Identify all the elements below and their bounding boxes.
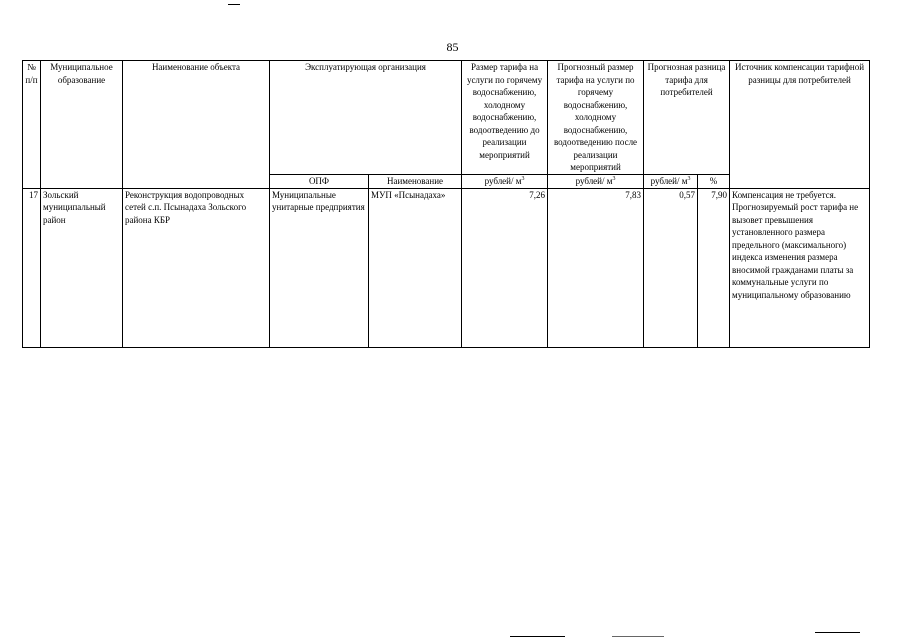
header-municipality: Муниципальное образование xyxy=(41,61,123,189)
header-object-name: Наименование объекта xyxy=(123,61,270,189)
cell-object-name: Реконструкция водопроводных сетей с.п. Псынадаха Зольского района КБР xyxy=(123,188,270,347)
header-tariff-diff: Прогнозная разница тарифа для потребителей xyxy=(644,61,730,175)
cell-diff-pct: 7,90 xyxy=(698,188,730,347)
subheader-unit-before: рублей/ $м^3$ xyxy=(462,174,548,188)
subheader-unit-after: рублей/ $м^3$ xyxy=(548,174,644,188)
cell-tariff-before: 7,26 xyxy=(462,188,548,347)
header-number: № п/п xyxy=(23,61,41,189)
subheader-unit-diff: рублей/ $м^3$ xyxy=(644,174,698,188)
scan-mark-bottom-2 xyxy=(612,636,664,637)
tariff-table xyxy=(22,60,870,348)
page-number: 85 xyxy=(446,40,459,54)
cell-tariff-after: 7,83 xyxy=(548,188,644,347)
scan-mark-bottom-1 xyxy=(510,636,565,637)
cell-municipality: Зольский муниципальный район xyxy=(41,188,123,347)
cell-org-name: МУП «Псынадаха» xyxy=(369,188,462,347)
cell-compensation: Компенсация не требуется. Прогнозируемый рост тарифа не вызовет превышения установленного размера предельного (максимального) индекса изменения размера вносимой гражданами платы за коммунальные услуги по муниципальному образованию xyxy=(730,188,870,347)
scan-mark-bottom-3 xyxy=(815,632,860,633)
header-row xyxy=(23,61,870,175)
header-compensation: Источник компенсации тарифной разницы для потребителей xyxy=(730,61,870,189)
subheader-opf: ОПФ xyxy=(270,174,369,188)
header-tariff-after: Прогнозный размер тарифа на услуги по горячему водоснабжению, холодному водоснабжению, водоотведению после реализации мероприятий xyxy=(548,61,644,175)
header-operator: Эксплуатирующая организация xyxy=(270,61,462,175)
scan-mark-top xyxy=(228,4,240,5)
subheader-percent: % xyxy=(698,174,730,188)
cell-number: 17 xyxy=(23,188,41,347)
table-row xyxy=(23,188,870,347)
header-tariff-before: Размер тарифа на услуги по горячему водоснабжению, холодному водоснабжению, водоотведению до реализации мероприятий xyxy=(462,61,548,175)
cell-diff-rub: 0,57 xyxy=(644,188,698,347)
cell-opf: Муниципальные унитарные предприятия xyxy=(270,188,369,347)
subheader-name: Наименование xyxy=(369,174,462,188)
